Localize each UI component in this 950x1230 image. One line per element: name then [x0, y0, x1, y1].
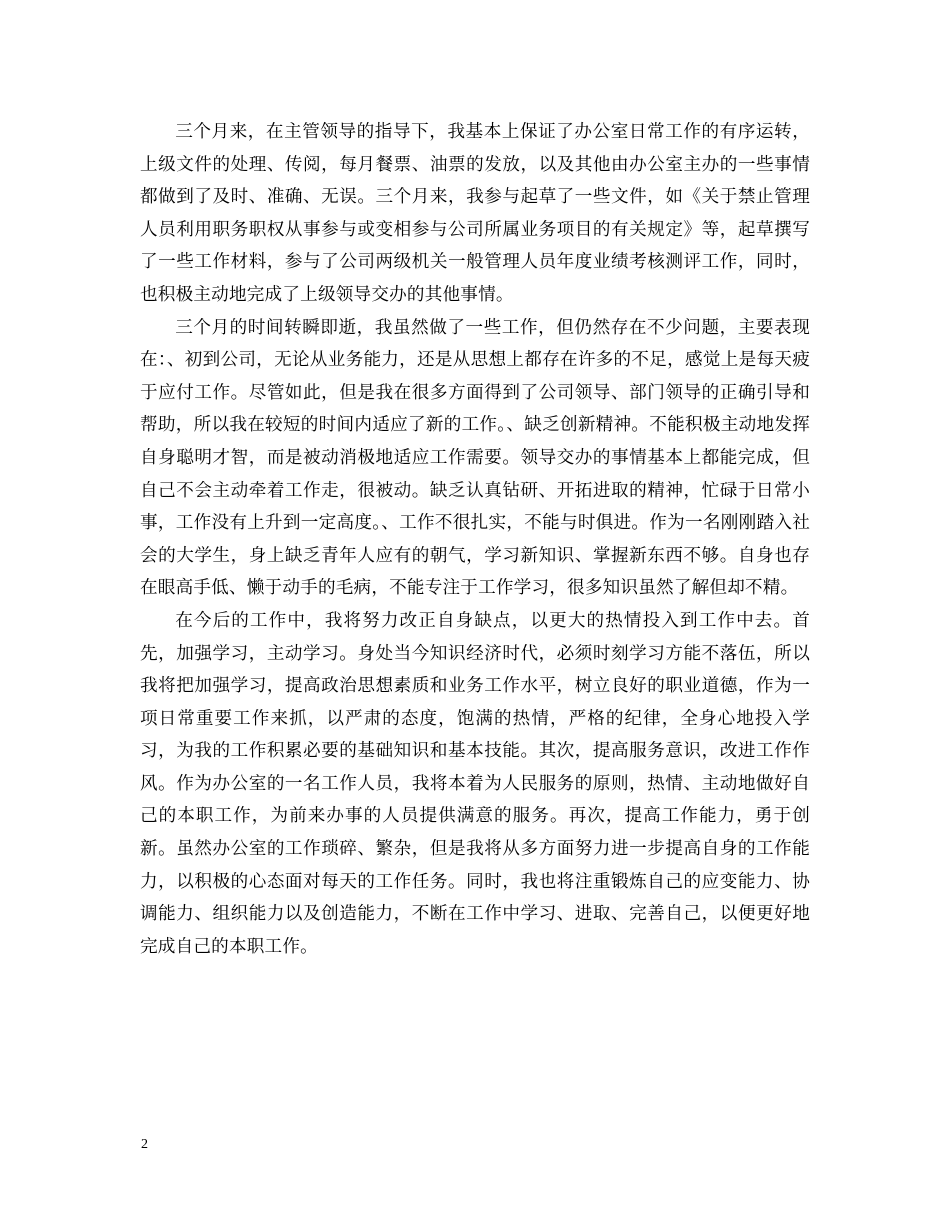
document-body [140, 116, 810, 963]
page-number: 2 [141, 1137, 148, 1152]
paragraph-work-summary: 三个月来，在主管领导的指导下，我基本上保证了办公室日常工作的有序运转，上级文件的处理、传阅，每月餐票、油票的发放，以及其他由办公室主办的一些事情都做到了及时、准确、无误。三个月来，我参与起草了一些文件，如《关于禁止管理人员利用职务职权从事参与或变相参与公司所属业务项目的有关规定》等，起草撰写了一些工作材料，参与了公司两级机关一般管理人员年度业绩考核测评工作，同时，也积极主动地完成了上级领导交办的其他事情。 [140, 122, 810, 305]
paragraph-future-plans: 在今后的工作中，我将努力改正自身缺点，以更大的热情投入到工作中去。首先，加强学习，主动学习。身处当今知识经济时代，必须时刻学习方能不落伍，所以我将把加强学习，提高政治思想素质和业务工作水平，树立良好的职业道德，作为一项日常重要工作来抓，以严肃的态度，饱满的热情，严格的纪律，全身心地投入学习，为我的工作积累必要的基础知识和基本技能。其次，提高服务意识，改进工作作风。作为办公室的一名工作人员，我将本着为人民服务的原则，热情、主动地做好自己的本职工作，为前来办事的人员提供满意的服务。再次，提高工作能力，勇于创新。虽然办公室的工作琐碎、繁杂，但是我将从多方面努力进一步提高自身的工作能力，以积极的心态面对每天的工作任务。同时，我也将注重锻炼自己的应变能力、协调能力、组织能力以及创造能力，不断在工作中学习、进取、完善自己，以便更好地完成自己的本职工作。 [140, 610, 810, 957]
paragraph-problems: 三个月的时间转瞬即逝，我虽然做了一些工作，但仍然存在不少问题，主要表现在：、初到公司，无论从业务能力，还是从思想上都存在许多的不足，感觉上是每天疲于应付工作。尽管如此，但是我在很多方面得到了公司领导、部门领导的正确引导和帮助，所以我在较短的时间内适应了新的工作。、缺乏创新精神。不能积极主动地发挥自身聪明才智，而是被动消极地适应工作需要。领导交办的事情基本上都能完成，但自己不会主动牵着工作走，很被动。缺乏认真钻研、开拓进取的精神，忙碌于日常小事，工作没有上升到一定高度。、工作不很扎实，不能与时俱进。作为一名刚刚踏入社会的大学生，身上缺乏青年人应有的朝气，学习新知识、掌握新东西不够。自身也存在眼高手低、懒于动手的毛病，不能专注于工作学习，很多知识虽然了解但却不精。 [140, 317, 810, 599]
